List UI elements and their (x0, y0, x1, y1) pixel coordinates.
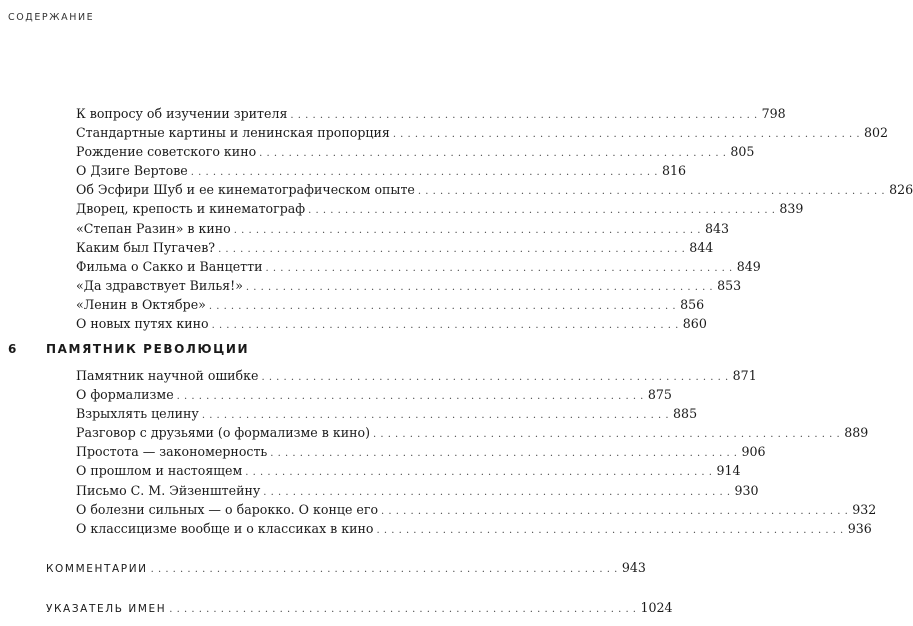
toc-entry[interactable] (76, 180, 913, 199)
toc-entry[interactable] (76, 257, 761, 276)
page-number: 843 (704, 220, 729, 236)
page-number: 871 (732, 368, 757, 383)
toc-entry[interactable] (76, 461, 741, 480)
leader-dots (246, 278, 713, 297)
toc-entry-title: «Степан Разин» в кино (76, 220, 231, 236)
leader-dots (393, 125, 860, 144)
toc-entry-title: Фильма о Сакко и Ванцетти (76, 258, 263, 274)
toc-entry-title: Разговор с друзьями (о формализме в кино) (76, 425, 370, 441)
toc-entry[interactable] (76, 500, 877, 519)
toc-entry-title: О болезни сильных — о барокко. О конце его (76, 501, 379, 517)
page-number: 856 (680, 296, 705, 312)
leader-dots (381, 502, 848, 521)
toc-entry-title: О прошлом и настоящем (76, 463, 243, 479)
toc-entry[interactable] (76, 423, 869, 442)
toc-entry[interactable] (76, 366, 757, 385)
section-title: КОММЕНТАРИИ (46, 563, 148, 575)
leader-dots (418, 182, 885, 201)
leader-dots (209, 297, 676, 316)
page-number: 849 (736, 258, 761, 274)
toc-entry[interactable] (76, 404, 698, 423)
page-number: 860 (682, 316, 707, 332)
page-number: 943 (621, 560, 646, 575)
leader-dots (259, 144, 726, 163)
leader-dots (266, 259, 733, 278)
leader-dots (373, 425, 840, 444)
page-number: 1024 (640, 600, 673, 615)
page-number: 844 (689, 239, 714, 255)
page-number: 826 (889, 182, 913, 198)
toc-entry[interactable] (76, 161, 686, 180)
toc-entry-title: Письмо С. М. Эйзенштейну (76, 482, 261, 498)
page-number: 798 (761, 106, 786, 121)
toc-entry[interactable] (76, 295, 705, 314)
toc-entry[interactable] (76, 519, 872, 538)
page-number: 930 (734, 482, 759, 498)
toc-entry[interactable] (76, 442, 766, 461)
running-head: СОДЕРЖАНИЕ (8, 12, 95, 23)
toc-entry[interactable] (76, 219, 729, 238)
toc-entry[interactable] (76, 123, 889, 142)
leader-dots (169, 604, 636, 615)
toc-entry-title: Дворец, крепость и кинематограф (76, 201, 306, 217)
section-title: УКАЗАТЕЛЬ ИМЕН (46, 603, 167, 615)
toc-entry[interactable] (76, 142, 755, 161)
toc-entry[interactable] (76, 276, 742, 295)
toc-entry-title: Памятник научной ошибке (76, 368, 259, 383)
chapter-number: 6 (8, 342, 18, 356)
page-number: 906 (741, 444, 766, 460)
toc-entry[interactable] (76, 481, 759, 500)
toc-entry-title: Простота — закономерность (76, 444, 268, 460)
toc-entry[interactable] (76, 238, 714, 257)
page-number: 889 (844, 425, 869, 441)
leader-dots (218, 240, 685, 259)
toc-entry-title: Стандартные картины и ленинская пропорция (76, 125, 390, 141)
toc-entry-title: «Да здравствует Вилья!» (76, 277, 243, 293)
toc-entry[interactable] (76, 104, 786, 123)
toc-entry-title: О Дзиге Вертове (76, 163, 188, 179)
page-number: 839 (779, 201, 804, 217)
page-number: 932 (852, 501, 877, 517)
page-number: 802 (864, 125, 889, 141)
toc-section-comments[interactable] (46, 560, 646, 575)
chapter-title: ПАМЯТНИК РЕВОЛЮЦИИ (46, 342, 250, 356)
toc-section-index[interactable] (46, 600, 673, 615)
leader-dots (270, 444, 737, 463)
toc-entry-title: О формализме (76, 387, 174, 403)
leader-dots (377, 521, 844, 540)
toc-entry-title: Рождение советского кино (76, 144, 257, 160)
toc-entry-title: Взрыхлять целину (76, 406, 199, 422)
leader-dots (177, 387, 644, 406)
toc-entry-title: Каким был Пугачев? (76, 239, 216, 255)
page-number: 914 (716, 463, 741, 479)
toc-list (76, 104, 913, 333)
leader-dots (234, 221, 701, 240)
leader-dots (212, 316, 679, 335)
page-number: 816 (661, 163, 686, 179)
toc-entry-title: Об Эсфири Шуб и ее кинематографическом опыте (76, 182, 415, 198)
leader-dots (245, 463, 712, 482)
leader-dots (151, 564, 618, 575)
page-number: 885 (673, 406, 698, 422)
toc-entry-title: О новых путях кино (76, 316, 209, 332)
page-number: 853 (717, 277, 742, 293)
toc-entry-title: «Ленин в Октябре» (76, 296, 206, 312)
toc-entry[interactable] (76, 385, 672, 404)
toc-entry[interactable] (76, 314, 707, 333)
toc-entry[interactable] (76, 199, 804, 218)
toc-list (76, 366, 877, 538)
toc-entry-title: О классицизме вообще и о классиках в кино (76, 520, 374, 536)
page-number: 875 (647, 387, 672, 403)
page-number: 936 (847, 520, 872, 536)
page-number: 805 (730, 144, 755, 160)
toc-entry-title: К вопросу об изучении зрителя (76, 106, 288, 121)
